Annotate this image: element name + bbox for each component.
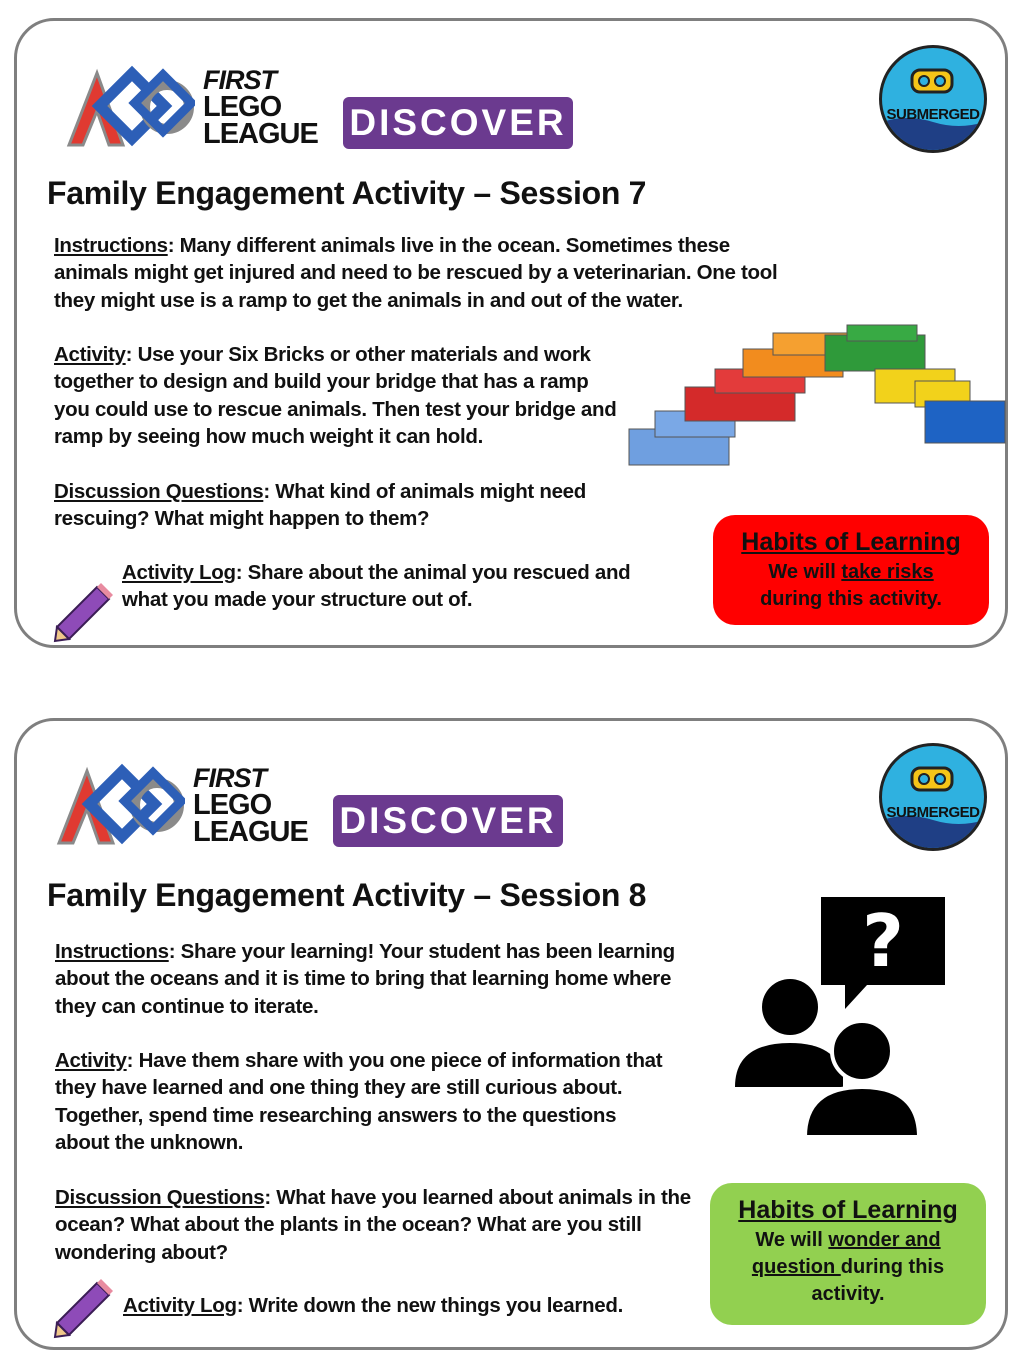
submerged-text: SUBMERGED	[886, 804, 980, 821]
habits-highlight: wonder and question	[751, 1229, 941, 1278]
activity-log-label: Activity Log	[122, 561, 236, 584]
activity-log-label: Activity Log	[123, 1294, 237, 1317]
instructions-text: : Share your learning! Your student has been learning about the oceans and it is time to bring that learning home where they can continue to iterate.	[55, 940, 675, 1018]
submarine-icon	[882, 746, 984, 848]
habits-post: during this activity.	[760, 588, 942, 610]
activity-log-paragraph	[122, 559, 672, 614]
discover-label: DISCOVER	[333, 795, 563, 847]
question-mark-icon: ?	[862, 899, 904, 983]
submerged-badge	[879, 743, 987, 851]
habits-title: Habits of Learning	[741, 528, 961, 556]
submarine-icon	[882, 48, 984, 150]
discussion-paragraph	[55, 1184, 695, 1266]
activity-label: Activity	[54, 343, 126, 366]
discussion-label: Discussion Questions	[55, 1186, 265, 1209]
logo-first: FIRST	[203, 65, 276, 95]
discussion-text: : What have you learned about animals in the ocean? What about the plants in the ocean? What are you still wondering about?	[55, 1186, 691, 1264]
discussion-label: Discussion Questions	[54, 480, 264, 503]
activity-paragraph	[55, 1047, 675, 1156]
submerged-text: SUBMERGED	[886, 106, 980, 123]
habits-body	[710, 1225, 986, 1308]
logo-league: LEAGUE	[203, 118, 318, 150]
discussion-text: : What kind of animals might need rescuing? What might happen to them?	[54, 480, 586, 531]
logo-first: FIRST	[193, 763, 266, 793]
instructions-label: Instructions	[55, 940, 169, 963]
habits-pre: We will	[755, 1229, 829, 1251]
submerged-badge	[879, 45, 987, 153]
activity-log-paragraph	[123, 1292, 683, 1319]
activity-text: : Have them share with you one piece of information that they have learned and one thing they are still curious about. Together, spend time researching answers to the questions about the unknown.	[55, 1049, 663, 1154]
habits-of-learning-box	[713, 515, 989, 625]
habits-of-learning-box	[710, 1183, 986, 1325]
activity-text: : Use your Six Bricks or other materials and work together to design and build your bridge that has a ramp you could use to rescue animals. Then test your bridge and ramp by seeing how much weight it can hold.	[54, 343, 617, 448]
logo-league: LEAGUE	[193, 816, 308, 848]
discover-label: DISCOVER	[343, 97, 573, 149]
first-logo-icon	[63, 65, 195, 151]
instructions-label: Instructions	[54, 234, 168, 257]
habits-body	[713, 557, 989, 613]
habits-post: during this activity.	[811, 1256, 945, 1305]
pencil-icon	[53, 1279, 113, 1339]
instructions-text: : Many different animals live in the ocean. Sometimes these animals might get injured and need to be rescued by a veterinarian. One tool they might use is a ramp to get the animals in and out of the water.	[54, 234, 778, 312]
activity-log-text: : Write down the new things you learned.	[236, 1294, 623, 1317]
people-question-icon	[735, 897, 947, 1137]
pencil-icon	[53, 583, 113, 643]
page-title: Family Engagement Activity – Session 7	[47, 175, 647, 211]
session-7-card	[14, 18, 1008, 648]
habits-pre: We will	[768, 561, 842, 583]
logo-wordmark	[203, 67, 318, 148]
first-lego-league-discover-logo	[53, 763, 573, 855]
logo-wordmark	[193, 765, 308, 846]
instructions-paragraph	[55, 938, 695, 1020]
habits-highlight: take risks	[841, 561, 934, 583]
logo-lego: LEGO	[203, 91, 282, 123]
activity-paragraph	[54, 341, 624, 450]
activity-label: Activity	[55, 1049, 127, 1072]
first-logo-icon	[53, 763, 185, 849]
activity-log-text: : Share about the animal you rescued and what you made your structure out of.	[122, 561, 631, 612]
instructions-paragraph	[54, 232, 794, 314]
lego-bridge-image	[625, 321, 1010, 471]
habits-title: Habits of Learning	[738, 1196, 958, 1224]
first-lego-league-discover-logo	[63, 65, 583, 157]
page-title: Family Engagement Activity – Session 8	[47, 877, 647, 913]
session-8-card	[14, 718, 1008, 1350]
discussion-paragraph	[54, 478, 634, 533]
logo-lego: LEGO	[193, 789, 272, 821]
